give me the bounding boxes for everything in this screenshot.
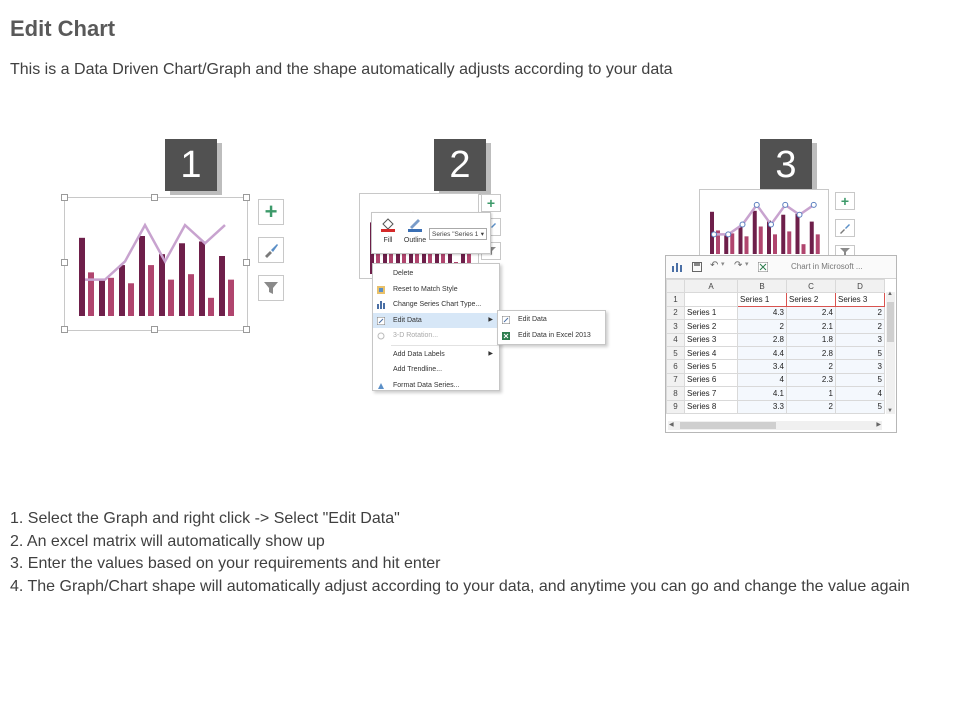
table-row [667,333,885,346]
chevron-right-icon[interactable]: ▶ [876,422,881,428]
row-header[interactable]: 1 [667,293,685,306]
menu-item-label: Add Data Labels [393,350,445,358]
menu-item-edit-data[interactable] [373,313,499,329]
horizontal-scrollbar[interactable] [668,421,882,430]
chart-bar[interactable] [159,254,165,316]
vertical-scrollbar[interactable] [886,292,895,414]
row-header[interactable]: 7 [667,373,685,386]
redo-icon[interactable]: ↷ [734,260,743,271]
cell[interactable]: 2 [836,320,885,333]
cell[interactable]: 4 [836,387,885,400]
cell[interactable]: Series 1 [685,306,738,319]
column-header[interactable]: A [685,280,738,293]
excel-icon[interactable] [758,262,768,272]
cell[interactable]: 2 [787,400,836,413]
chart-elements-button[interactable] [481,194,501,212]
resize-handle[interactable] [61,194,68,201]
plus-icon: + [264,199,278,224]
cell[interactable]: 5 [836,373,885,386]
chart-bar[interactable] [802,244,806,254]
resize-handle[interactable] [151,326,158,333]
step-badge-1: 1 [165,139,217,191]
table-row [667,400,885,413]
chart-bar[interactable] [816,234,820,254]
sheet-body [667,306,885,413]
chart-bar[interactable] [796,214,800,254]
menu-item-label: Edit Data [393,316,422,324]
cell[interactable]: 2.8 [787,346,836,359]
save-icon[interactable] [692,262,702,272]
edit-data-icon [377,317,385,325]
menu-item-label: Edit Data in Excel 2013 [518,331,591,339]
resize-handle[interactable] [243,194,250,201]
reset-icon [377,286,385,294]
chart-bar[interactable] [739,227,743,254]
cell[interactable]: 2.3 [787,373,836,386]
instruction-step-4: 4. The Graph/Chart shape will automatically adjust according to your data, and anytime you can go and change the value again [10,577,910,595]
data-grid [666,279,885,414]
row-header[interactable]: 5 [667,346,685,359]
cell[interactable]: 2.8 [738,333,787,346]
menu-item-label: Add Trendline... [393,366,443,373]
chart-bar[interactable] [724,234,728,254]
menu-item-label: Change Series Chart Type... [393,301,482,308]
chart-bar[interactable] [168,280,174,316]
chart-bar[interactable] [139,236,145,316]
plus-icon: + [840,193,850,209]
page-subtitle: This is a Data Driven Chart/Graph and the shape automatically adjusts according to your data [10,61,673,78]
mini-chart-1[interactable] [65,198,247,330]
series-select[interactable] [429,228,487,240]
cell[interactable]: Series 3 [836,293,885,306]
chart-point-handle[interactable] [740,222,745,227]
submenu-item-edit-data-excel[interactable] [498,328,605,344]
chart-bar[interactable] [119,265,125,316]
cell[interactable]: Series 1 [738,293,787,306]
cell[interactable]: 1 [787,387,836,400]
column-header[interactable]: C [787,280,836,293]
cell[interactable]: 3.3 [738,400,787,413]
chevron-down-icon[interactable]: ▾ [721,261,725,268]
resize-handle[interactable] [61,259,68,266]
chart-bar[interactable] [781,215,785,254]
chart-panel-3[interactable] [699,189,829,259]
table-row [667,387,885,400]
chart-bar[interactable] [745,236,749,254]
scrollbar-thumb[interactable] [680,422,776,429]
rotation-icon [377,332,385,340]
cell[interactable]: 4.4 [738,346,787,359]
chart-point-handle[interactable] [783,202,788,207]
cell[interactable]: 2.4 [787,306,836,319]
cell[interactable]: 3.4 [738,360,787,373]
row-header[interactable]: 8 [667,387,685,400]
instruction-step-3: 3. Enter the values based on your requirements and hit enter [10,555,441,572]
excel-icon [502,332,510,340]
menu-item-delete[interactable] [373,266,499,282]
instructions [10,508,940,598]
cell[interactable]: 3 [836,360,885,373]
mini-chart-3[interactable] [700,190,828,258]
chevron-down-icon[interactable]: ▾ [745,261,749,268]
context-menu [372,263,500,391]
chart-bar[interactable] [773,234,777,254]
table-row [667,346,885,359]
menu-item-add-data-labels[interactable] [373,347,499,363]
chart-filters-button[interactable] [258,275,284,301]
chart-styles-button[interactable] [258,237,284,263]
menu-item-label: Delete [393,270,414,277]
cell[interactable]: 1.8 [787,333,836,346]
menu-item-reset-style[interactable] [373,282,499,298]
cell[interactable] [685,293,738,306]
mini-format-toolbar [371,212,491,254]
chart-point-handle[interactable] [754,202,759,207]
table-row [667,293,885,306]
cell[interactable]: Series 2 [787,293,836,306]
cell[interactable]: 4.3 [738,306,787,319]
column-header[interactable]: B [738,280,787,293]
menu-item-change-chart-type[interactable] [373,297,499,313]
menu-item-label: 3-D Rotation... [393,332,439,339]
excel-data-window [665,255,897,433]
step-badge-3: 3 [760,139,812,191]
chevron-up-icon[interactable]: ▲ [887,291,893,297]
chart-icon [672,262,682,272]
submenu-item-edit-data[interactable] [498,312,605,328]
chart-bar[interactable] [787,231,791,254]
cell[interactable]: 2.1 [787,320,836,333]
chart-bar[interactable] [199,241,205,316]
fill-button[interactable] [376,216,400,250]
chart-point-handle[interactable] [811,202,816,207]
fill-label: Fill [383,237,393,244]
chevron-left-icon[interactable]: ◀ [669,422,674,428]
table-row [667,373,885,386]
chart-bar[interactable] [810,222,814,254]
chart-elements-button[interactable] [835,192,855,210]
row-header[interactable]: 3 [667,320,685,333]
paint-bucket-icon [380,216,396,232]
chart-bar[interactable] [188,274,194,316]
chart-bar[interactable] [228,280,234,316]
cell[interactable]: 4 [738,373,787,386]
row-header[interactable]: 2 [667,306,685,319]
cell[interactable]: Series 6 [685,373,738,386]
table-row [667,320,885,333]
chevron-right-icon: ▶ [488,350,493,357]
instruction-step-2: 2. An excel matrix will automatically show up [10,532,325,550]
chart-type-icon [377,301,385,309]
cell[interactable]: Series 5 [685,360,738,373]
table-row [667,360,885,373]
edit-data-icon [502,316,510,324]
chart-point-handle[interactable] [712,232,717,237]
chart-bar[interactable] [148,265,154,316]
cell[interactable]: 3 [836,333,885,346]
chart-bar[interactable] [179,243,185,316]
step-badge-2: 2 [434,139,486,191]
excel-toolbar [666,256,896,279]
resize-handle[interactable] [61,326,68,333]
edit-data-submenu [497,310,606,345]
undo-icon[interactable]: ↶ [710,260,719,271]
instruction-step-1: 1. Select the Graph and right click -> Select "Edit Data" [10,510,400,527]
column-header[interactable]: D [836,280,885,293]
resize-handle[interactable] [243,259,250,266]
menu-item-format-data-series[interactable] [373,378,499,394]
chart-point-handle[interactable] [797,212,802,217]
outline-button[interactable] [402,216,428,250]
plus-icon: + [486,195,496,211]
cell[interactable]: 4.1 [738,387,787,400]
menu-item-label: Edit Data [518,316,547,323]
chart-point-handle[interactable] [726,232,731,237]
chart-bar[interactable] [128,283,134,316]
menu-item-label: Reset to Match Style [393,285,458,293]
cell[interactable]: Series 4 [685,346,738,359]
chart-bar[interactable] [759,227,763,254]
resize-handle[interactable] [151,194,158,201]
cell[interactable]: Series 7 [685,387,738,400]
page-title: Edit Chart [10,16,116,41]
chart-point-handle[interactable] [769,222,774,227]
select-all-corner[interactable] [667,280,685,293]
chart-bar[interactable] [219,256,225,316]
cell[interactable]: 5 [836,400,885,413]
chart-bar[interactable] [753,211,757,254]
brush-icon [839,222,851,234]
column-header-row [667,280,885,293]
resize-handle[interactable] [243,326,250,333]
cell[interactable]: Series 2 [685,320,738,333]
chart-bar[interactable] [99,280,105,316]
chart-elements-button[interactable] [258,199,284,225]
chart-bar[interactable] [79,238,85,316]
row-header[interactable]: 6 [667,360,685,373]
chart-bar[interactable] [108,278,114,316]
format-icon [377,382,385,390]
chart-panel-1[interactable] [64,197,248,331]
brush-icon [262,241,280,259]
scrollbar-thumb[interactable] [887,302,894,342]
cell[interactable]: Series 3 [685,333,738,346]
menu-item-label: Format Data Series... [393,381,460,389]
cell[interactable]: 2 [836,306,885,319]
chevron-down-icon[interactable]: ▼ [887,408,893,414]
menu-item-add-trendline[interactable] [373,362,499,378]
table-row [667,306,885,319]
window-title: Chart in Microsoft ... [791,262,863,271]
series-select-value: Series "Series 1 [432,231,479,238]
chevron-down-icon: ▾ [480,231,484,238]
row-header[interactable]: 9 [667,400,685,413]
chart-bar[interactable] [730,233,734,254]
cell[interactable]: 2 [738,320,787,333]
row-header[interactable]: 4 [667,333,685,346]
chart-bar[interactable] [208,298,214,316]
pen-icon [407,216,423,232]
cell[interactable]: 2 [787,360,836,373]
menu-separator [391,345,499,346]
cell[interactable]: 5 [836,346,885,359]
chart-styles-button[interactable] [835,219,855,237]
chevron-right-icon: ▶ [488,316,493,323]
filter-icon [262,279,280,297]
cell[interactable]: Series 8 [685,400,738,413]
menu-item-3d-rotation[interactable] [373,328,499,344]
outline-label: Outline [403,237,427,244]
